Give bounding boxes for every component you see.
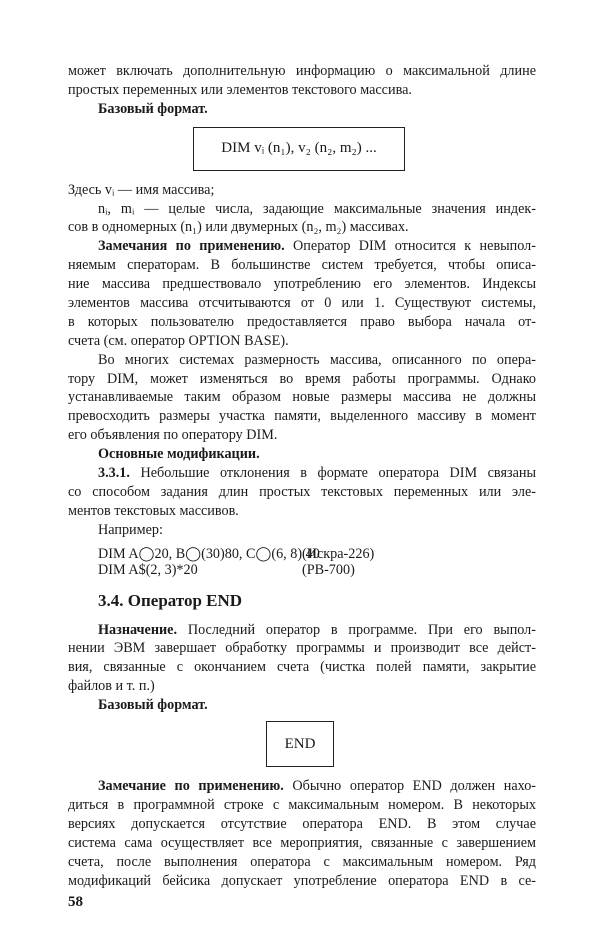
text-segment: нении ЭВМ завершает обработку программы и производит все дейст-	[68, 640, 536, 657]
text-segment: счета, после выполнения оператора с максимальным номером. Ряд	[68, 853, 536, 870]
text-segment: счета (см. оператор OPTION BASE).	[68, 332, 289, 349]
text-line	[68, 313, 536, 332]
bold-lead-in: 3.3.1.	[98, 465, 130, 482]
text-line	[68, 621, 536, 640]
text-segment: простых переменных или элементов текстового массива.	[68, 81, 412, 98]
text-line	[68, 426, 536, 445]
bold-lead-in: Базовый формат.	[98, 697, 208, 714]
text-line	[68, 388, 536, 407]
code-text: DIM A$(2, 3)*20	[98, 562, 198, 579]
page-number: 58	[68, 894, 83, 911]
text-segment: сов в одномерных (n₁) или двумерных (n₂, m₂) массивах.	[68, 219, 409, 236]
paragraph	[68, 521, 536, 540]
text-line	[68, 445, 536, 464]
text-line	[68, 677, 536, 696]
text-segment: Во многих системах размерность массива, описанного по опера-	[98, 351, 536, 368]
text-segment: система сама осуществляет все мероприятия, связанные с завершением	[68, 834, 536, 851]
bold-lead-in: Основные модификации.	[98, 446, 260, 463]
text-line	[68, 294, 536, 313]
text-segment: ментов текстовых массивов.	[68, 502, 239, 519]
text-line	[68, 853, 536, 872]
paragraph	[68, 237, 536, 350]
text-segment: файлов и т. п.)	[68, 678, 155, 695]
paragraph	[68, 696, 536, 715]
code-text: DIM A◯20, B◯(30)80, C◯(6, 8) 40	[98, 545, 320, 562]
bold-lead-in: Базовый формат.	[98, 100, 208, 117]
text-line	[68, 237, 536, 256]
text-segment: диться в программной строке с максимальным номером. В некоторых	[68, 796, 536, 813]
text-line	[68, 275, 536, 294]
text-line	[68, 521, 536, 540]
text-line	[68, 181, 536, 200]
text-line	[68, 218, 536, 237]
paragraph	[68, 351, 536, 445]
bold-lead-in: Замечание по применению.	[98, 778, 284, 795]
text-line	[68, 796, 536, 815]
paragraph	[68, 181, 536, 200]
syntax-format-box: END	[266, 721, 334, 767]
text-line	[68, 872, 536, 891]
text-line	[68, 696, 536, 715]
book-page	[68, 62, 536, 911]
text-line	[68, 658, 536, 677]
text-line	[68, 777, 536, 796]
paragraph	[68, 445, 536, 464]
text-line	[68, 100, 536, 119]
bold-lead-in: Замечания по применению.	[98, 238, 285, 255]
text-segment: вия, связанные с окончанием счета (чистка полей памяти, закрытие	[68, 659, 536, 676]
text-segment: Здесь vᵢ — имя массива;	[68, 181, 215, 198]
text-segment: в которых пользователю предоставляется право выбора начала от-	[68, 313, 536, 330]
text-line	[68, 332, 536, 351]
text-segment: модификаций бейсика допускает употребление оператора END в се-	[68, 872, 536, 889]
text-segment: Обычно оператор END должен нахо-	[283, 778, 537, 795]
text-line	[68, 502, 536, 521]
text-segment: может включать дополнительную информацию о максимальной длине	[68, 63, 536, 79]
paragraph	[68, 777, 536, 890]
code-example-line	[68, 562, 536, 579]
system-note: (РВ-700)	[302, 562, 355, 579]
text-line	[68, 256, 536, 275]
text-line	[68, 370, 536, 389]
text-segment: ние массива предшествовало употреблению его элементов. Индексы	[68, 276, 536, 293]
text-line	[68, 834, 536, 853]
text-segment: превосходить размеры участка памяти, выделенного массиву в момент	[68, 408, 536, 425]
text-segment: версиях допускается отсутствие оператора END. В этом случае	[68, 815, 536, 832]
text-segment: устанавливаемые таким образом новые размеры массива не должны	[68, 389, 536, 406]
text-segment: Последний оператор в программе. При его выпол-	[177, 621, 536, 638]
bold-lead-in: Назначение.	[98, 621, 178, 638]
text-line	[68, 200, 536, 219]
code-examples	[68, 546, 536, 579]
text-line	[68, 464, 536, 483]
syntax-format-box: DIM vᵢ (n₁), v₂ (n₂, m₂) ...	[193, 127, 405, 171]
text-line	[68, 407, 536, 426]
paragraph	[68, 200, 536, 238]
text-segment: nᵢ, mᵢ — целые числа, задающие максимальные значения индек-	[98, 200, 536, 217]
text-segment: со способом задания длин простых текстовых переменных или эле-	[68, 483, 536, 500]
text-line	[68, 81, 536, 100]
section-heading: 3.4. Оператор END	[98, 590, 243, 610]
paragraph	[68, 62, 536, 100]
text-line	[68, 483, 536, 502]
paragraph	[68, 464, 536, 521]
text-segment: Например:	[98, 521, 163, 538]
paragraph	[68, 621, 536, 697]
text-line	[68, 351, 536, 370]
text-segment: тору DIM, может изменяться во время работы программы. Однако	[68, 370, 536, 387]
text-segment: Небольшие отклонения в формате оператора DIM связаны	[129, 465, 536, 482]
system-note: (Искра-226)	[302, 545, 375, 562]
text-segment: Оператор DIM относится к невыпол-	[284, 238, 536, 255]
code-example-line	[68, 546, 536, 563]
text-segment: няемым сператорам. В большинстве систем требуется, чтобы описа-	[68, 257, 536, 274]
text-line	[68, 639, 536, 658]
text-segment: его объявления по оператору DIM.	[68, 427, 278, 444]
text-line	[68, 815, 536, 834]
text-segment: элементов массива отсчитываются от 0 или 1. Существуют системы,	[68, 295, 536, 312]
text-line	[68, 62, 536, 81]
paragraph	[68, 100, 536, 119]
